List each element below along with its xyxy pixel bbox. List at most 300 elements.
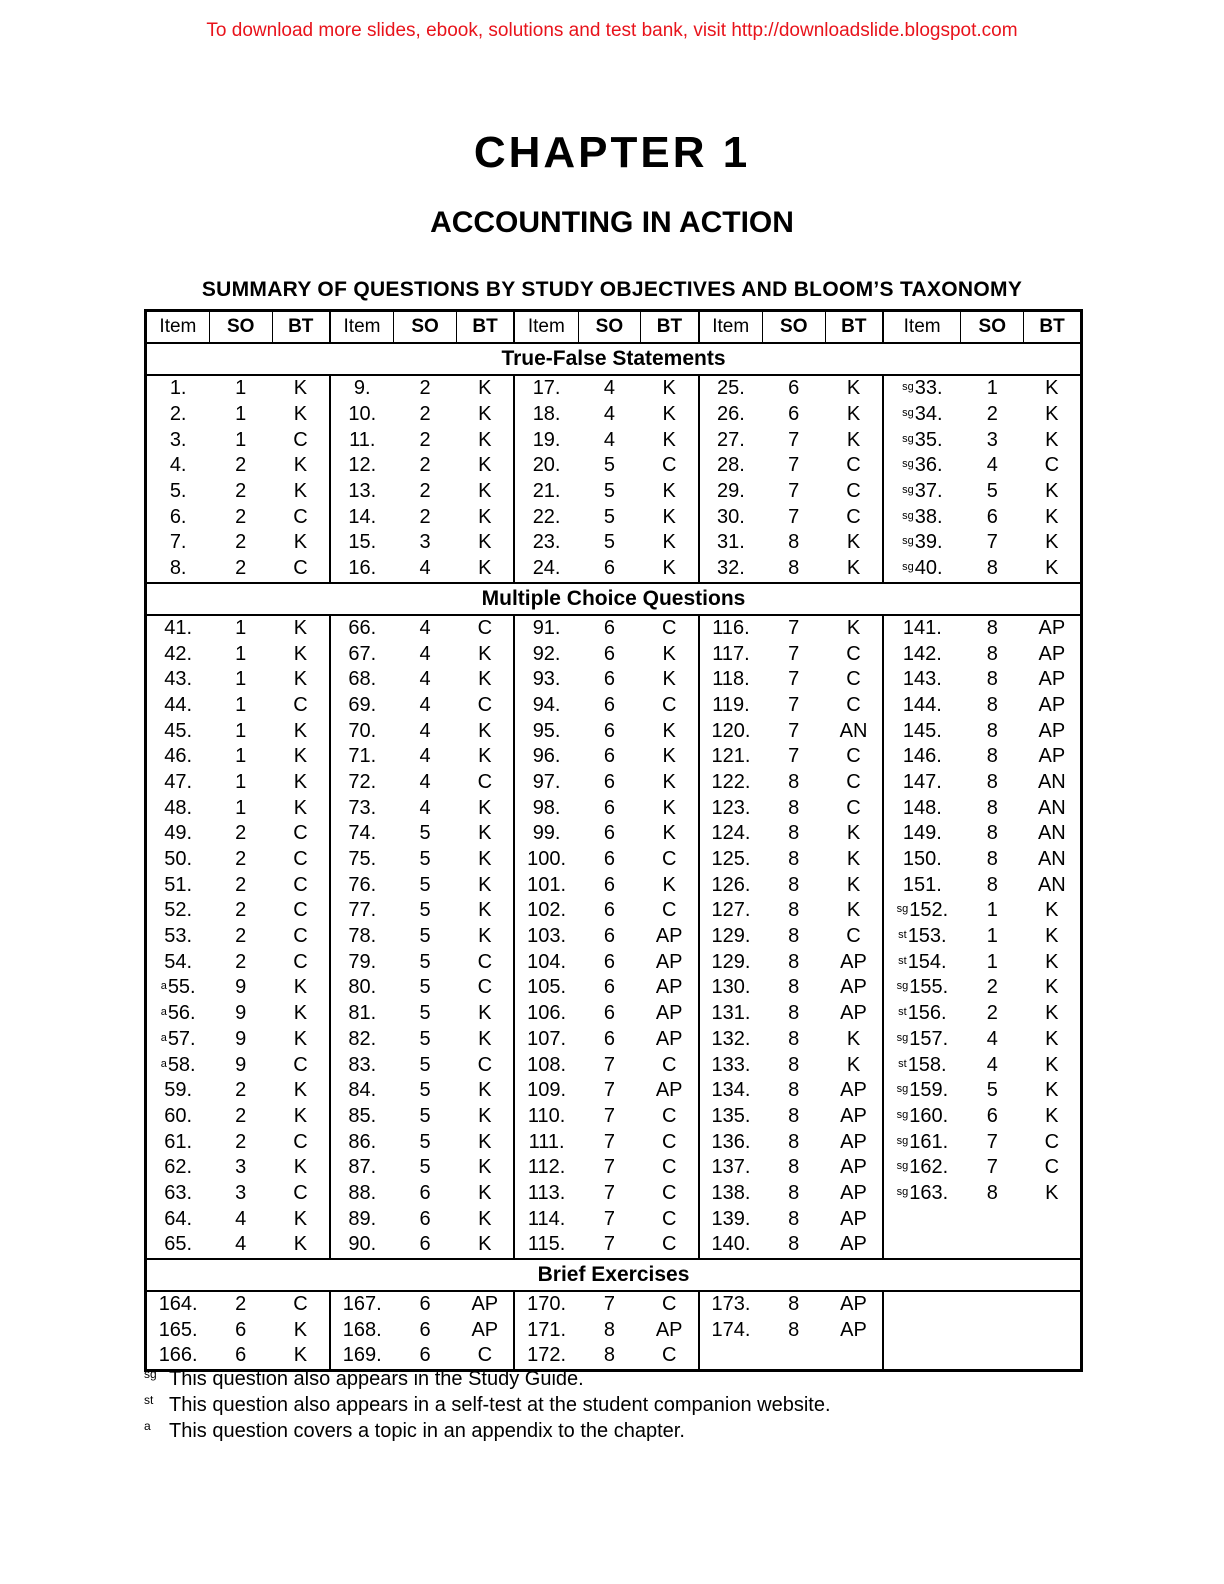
cell-item [330,1027,394,1053]
cell-bt: C [825,667,883,693]
cell-bt: C [272,1052,330,1078]
cell-bt: K [825,872,883,898]
footnote-mark: sg [144,1367,157,1381]
cell-item [514,872,578,898]
cell-bt: AP [825,1104,883,1130]
cell-bt: K [1045,377,1059,400]
item-number: 54. [164,950,193,973]
footnote-marker: sg [896,903,909,916]
item-number: 131. [711,1002,751,1025]
cell-so: 4 [419,693,431,716]
item-number: 87. [348,1156,377,1179]
item-number: 102. [527,899,567,922]
table-row [146,1155,1082,1181]
cell-bt: AN [1037,770,1066,793]
cell-item [883,975,961,1001]
cell-so: 2 [986,1002,998,1025]
cell-bt: C [825,693,883,719]
cell-bt: AP [456,1291,514,1318]
item-number: 130. [711,976,751,999]
cell-item [514,795,578,821]
cell-item [330,375,394,402]
item-number: 170. [527,1293,567,1316]
item-number: 52. [164,899,193,922]
cell-bt: C [272,427,330,453]
cell-item [146,1291,210,1318]
cell-so: 2 [419,377,431,400]
footnote-marker: sg [896,1108,909,1121]
cell-bt: K [456,556,514,583]
cell-so: 5 [419,873,431,896]
cell-bt: C [456,1052,514,1078]
footnote-text: This question also appears in a self-test at the student companion website. [169,1394,831,1416]
footnote-marker: st [898,929,907,942]
item-number: 30. [717,505,745,528]
cell-so: 8 [603,1344,615,1367]
item-number: 24. [532,557,561,580]
cell-so: 8 [788,796,800,819]
table-row [146,1104,1082,1130]
cell-so: 8 [788,1293,800,1316]
table-row [146,1129,1082,1155]
item-number: 56. [167,1002,196,1025]
cell-so: 7 [603,1156,615,1179]
cell-item [699,975,763,1001]
table-row [146,1027,1082,1053]
item-number: 93. [532,668,561,691]
cell-so: 4 [419,557,431,580]
footnote-marker: st [898,1057,907,1070]
cell-so: 7 [603,1181,615,1204]
cell-item [146,975,210,1001]
item-number: 48. [164,796,193,819]
cell-bt: AP [825,1001,883,1027]
footnote-marker: sg [896,1134,909,1147]
cell-item [330,847,394,873]
cell-so: 4 [419,796,431,819]
cell-item [699,1291,763,1318]
table-row [146,718,1082,744]
cell-so: 1 [986,377,998,400]
item-number: 162. [909,1156,949,1179]
cell-item [330,1291,394,1318]
cell-so: 4 [603,428,615,451]
cell-so: 2 [235,1293,247,1316]
cell-item [699,821,763,847]
cell-item [146,847,210,873]
table-row [146,1181,1082,1207]
cell-bt: K [825,847,883,873]
cell-bt: C [825,479,883,505]
item-number: 71. [348,745,377,768]
item-number: 14. [348,505,377,528]
cell-so: 2 [235,950,247,973]
cell-so: 3 [235,1181,247,1204]
cell-bt: C [1044,454,1060,477]
item-number: 127. [711,899,751,922]
cell-item [514,693,578,719]
item-number: 66. [348,616,377,639]
cell-item [883,1078,961,1104]
item-number: 98. [532,796,561,819]
item-number: 27. [717,428,745,451]
cell-so: 7 [788,693,800,716]
header-so: SO [209,311,272,344]
footnote-marker: a [160,1006,167,1019]
table-row [146,975,1082,1001]
item-number: 136. [711,1130,751,1153]
cell-bt: K [1045,1053,1059,1076]
cell-bt: K [272,1104,330,1130]
cell-bt: K [272,1155,330,1181]
item-number: 32. [717,557,745,580]
item-number: 43. [164,668,193,691]
item-number: 35. [914,428,943,451]
item-number: 63. [164,1181,193,1204]
cell-bt: K [456,427,514,453]
cell-bt: C [272,924,330,950]
cell-bt: AN [1037,848,1066,871]
cell-bt: C [272,898,330,924]
footnote-marker: sg [902,561,914,574]
cell-so: 8 [788,1318,800,1341]
footnote-marker: a [160,1057,167,1070]
cell-item [330,949,394,975]
cell-item [330,898,394,924]
cell-item [146,504,210,530]
cell-bt: C [272,556,330,583]
cell-item [883,795,961,821]
cell-bt: K [641,530,699,556]
cell-item [883,1155,961,1181]
cell-so: 4 [419,616,431,639]
cell-bt: C [825,924,883,950]
cell-item [514,615,578,642]
cell-so: 8 [788,1104,800,1127]
cell-bt: K [1045,403,1059,426]
cell-bt: K [825,1052,883,1078]
cell-bt: K [456,821,514,847]
cell-bt: K [1045,950,1059,973]
cell-so: 1 [235,668,247,691]
cell-item [330,1104,394,1130]
item-number: 96. [532,745,561,768]
item-number: 26. [717,403,745,426]
item-number: 147. [902,770,942,793]
cell-item [146,1155,210,1181]
cell-item [883,949,961,975]
cell-item [883,1052,961,1078]
cell-so: 8 [788,925,800,948]
cell-item [699,641,763,667]
cell-bt: K [456,1232,514,1259]
cell-bt: K [825,898,883,924]
cell-bt: K [272,718,330,744]
cell-item [699,718,763,744]
cell-bt: AP [825,975,883,1001]
item-number: 3. [169,428,187,451]
cell-bt: K [272,1206,330,1232]
cell-bt: K [825,402,883,428]
cell-bt: C [641,1343,699,1370]
item-number: 6. [169,505,187,528]
section-title: Brief Exercises [146,1259,1082,1291]
cell-item [330,667,394,693]
item-number: 164. [158,1293,198,1316]
cell-bt: K [272,530,330,556]
cell-so: 5 [603,454,615,477]
cell-so: 6 [603,822,615,845]
header-item: Item [514,311,578,344]
chapter-subtitle: ACCOUNTING IN ACTION [430,206,794,239]
cell-so: 7 [788,745,800,768]
cell-so: 9 [235,1053,247,1076]
cell-item [330,821,394,847]
cell-so: 8 [986,693,998,716]
cell-item [330,924,394,950]
cell-so: 2 [419,428,431,451]
table-row [146,1291,1082,1318]
cell-so: 6 [603,557,615,580]
footnote-marker: st [898,954,907,967]
cell-bt: K [1045,1181,1059,1204]
cell-so: 8 [986,822,998,845]
cell-so: 5 [419,1079,431,1102]
cell-item [330,530,394,556]
cell-bt: K [272,975,330,1001]
cell-item [330,504,394,530]
cell-item [699,693,763,719]
cell-item [699,847,763,873]
cell-so: 9 [235,1002,247,1025]
cell-bt: AP [825,1129,883,1155]
table-row [146,615,1082,642]
cell-so: 4 [235,1233,247,1256]
cell-bt: K [825,615,883,642]
cell-item [514,1155,578,1181]
cell-bt: K [456,872,514,898]
table-row [146,1052,1082,1078]
item-number: 133. [711,1053,751,1076]
cell-bt: K [272,641,330,667]
cell-so: 9 [235,1027,247,1050]
cell-bt: AN [1037,796,1066,819]
item-number: 171. [527,1318,567,1341]
table-row [146,479,1082,505]
cell-bt: C [456,693,514,719]
item-number: 169. [342,1344,382,1367]
cell-bt: C [825,641,883,667]
cell-item [883,924,961,950]
item-number: 60. [164,1104,193,1127]
cell-so: 1 [986,899,998,922]
cell-bt: K [272,1078,330,1104]
cell-bt: C [272,1181,330,1207]
item-number: 149. [902,822,942,845]
cell-item [883,1343,961,1370]
cell-so: 8 [986,796,998,819]
footnote-marker: sg [896,1185,909,1198]
cell-bt: C [272,504,330,530]
cell-item [883,504,961,530]
item-number: 116. [712,616,750,639]
cell-so: 6 [419,1207,431,1230]
cell-so: 8 [986,668,998,691]
cell-so: 4 [603,403,615,426]
cell-item [514,744,578,770]
item-number: 161. [909,1130,949,1153]
cell-item [514,1181,578,1207]
cell-so: 5 [603,480,615,503]
item-number: 41. [164,616,193,639]
item-number: 153. [907,925,947,948]
header-bt: BT [456,311,514,344]
table-row [146,924,1082,950]
cell-so: 7 [603,1104,615,1127]
item-number: 94. [532,693,561,716]
table-header-row [146,311,1082,344]
cell-bt: K [456,1104,514,1130]
cell-item [146,949,210,975]
cell-bt: K [272,402,330,428]
item-number: 7. [169,531,187,554]
cell-item [330,718,394,744]
cell-bt: AN [1037,873,1066,896]
cell-bt: C [1044,1130,1060,1153]
item-number: 23. [532,531,561,554]
table-row [146,402,1082,428]
footnote-mark: st [144,1393,154,1407]
cell-so: 5 [419,950,431,973]
cell-item [883,770,961,796]
item-number: 141. [902,616,942,639]
item-number: 160. [909,1104,949,1127]
cell-item [699,615,763,642]
cell-bt [1024,1232,1082,1259]
footnote-marker: sg [896,1031,909,1044]
cell-item [330,975,394,1001]
cell-so: 5 [603,531,615,554]
item-number: 101. [527,873,567,896]
cell-so: 6 [419,1181,431,1204]
cell-item [514,924,578,950]
cell-so: 8 [788,1053,800,1076]
item-number: 40. [914,557,943,580]
cell-bt: C [456,770,514,796]
cell-bt: AP [825,1232,883,1259]
header-item: Item [883,311,961,344]
item-number: 156. [907,1002,947,1025]
item-number: 51. [164,873,193,896]
table-row [146,744,1082,770]
cell-so: 6 [603,642,615,665]
cell-so: 2 [235,505,247,528]
cell-item [699,453,763,479]
cell-so: 6 [603,745,615,768]
cell-so: 6 [603,668,615,691]
cell-so: 2 [235,1130,247,1153]
cell-so: 6 [603,1027,615,1050]
cell-item [883,898,961,924]
cell-item [883,402,961,428]
cell-bt: C [641,1104,699,1130]
cell-so: 8 [986,616,998,639]
cell-bt: K [1045,480,1059,503]
cell-so: 7 [788,480,800,503]
cell-so: 7 [603,1053,615,1076]
cell-item [883,872,961,898]
cell-so: 8 [986,557,998,580]
cell-bt: K [641,821,699,847]
cell-so: 2 [419,505,431,528]
footnote-marker: sg [902,509,914,522]
cell-item [699,1129,763,1155]
cell-so: 3 [235,1156,247,1179]
cell-item [514,530,578,556]
cell-bt: AP [825,1181,883,1207]
item-number: 75. [348,848,377,871]
item-number: 17. [532,377,561,400]
table-row [146,898,1082,924]
cell-bt: K [641,770,699,796]
cell-item [883,556,961,583]
cell-so: 7 [788,454,800,477]
cell-item [146,1129,210,1155]
item-number: 42. [164,642,193,665]
footnote-mark: a [144,1419,151,1433]
cell-item [330,1181,394,1207]
item-number: 79. [348,950,377,973]
item-number: 129. [711,925,751,948]
item-number: 19. [532,428,561,451]
cell-item [330,1155,394,1181]
cell-item [514,641,578,667]
cell-so: 7 [788,505,800,528]
cell-item [146,1181,210,1207]
cell-so: 6 [788,377,800,400]
item-number: 84. [348,1079,377,1102]
cell-bt: K [456,402,514,428]
cell-item [514,1052,578,1078]
header-bt: BT [1024,311,1082,344]
cell-so: 5 [419,848,431,871]
item-number: 1. [169,377,187,400]
item-number: 137. [711,1156,751,1179]
cell-item [330,479,394,505]
cell-item [883,479,961,505]
item-number: 117. [712,642,750,665]
cell-so: 7 [603,1233,615,1256]
item-number: 16. [348,557,377,580]
item-number: 145. [902,719,942,742]
cell-item [146,898,210,924]
cell-bt: C [272,1129,330,1155]
cell-bt: K [641,479,699,505]
cell-item [699,1155,763,1181]
cell-bt: K [272,770,330,796]
cell-so: 2 [235,531,247,554]
cell-item [330,1206,394,1232]
section-title: True-False Statements [146,343,1082,375]
item-number: 150. [902,848,942,871]
item-number: 152. [909,899,949,922]
cell-so: 6 [603,976,615,999]
cell-so: 4 [986,1027,998,1050]
cell-bt: K [641,744,699,770]
cell-bt: K [456,530,514,556]
cell-item [330,641,394,667]
footnote-marker: a [160,1031,167,1044]
